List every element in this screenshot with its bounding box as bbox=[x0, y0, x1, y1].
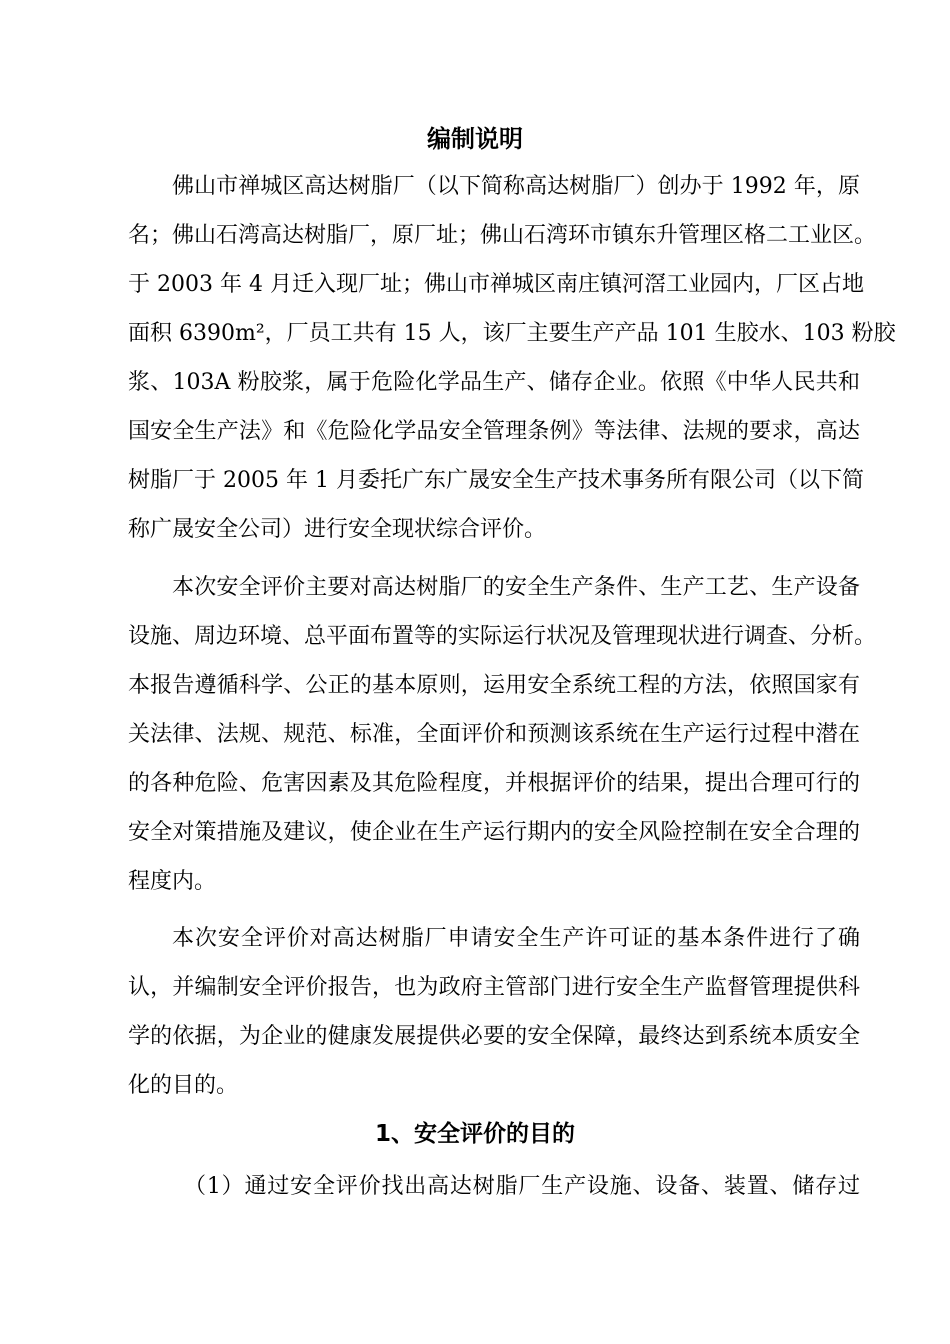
paragraph-company-intro bbox=[128, 162, 896, 554]
text-line: 面积 6390m²，厂员工共有 15 人，该厂主要生产产品 101 生胶水、103 粉胶 bbox=[128, 321, 896, 346]
text-line: （1）通过安全评价找出高达树脂厂生产设施、设备、装置、储存过 bbox=[184, 1174, 860, 1199]
text-line: 关法律、法规、规范、标准，全面评价和预测该系统在生产运行过程中潜在 bbox=[128, 722, 860, 747]
text-line: 设施、周边环境、总平面布置等的实际运行状况及管理现状进行调查、分析。 bbox=[128, 624, 877, 649]
paragraph-evaluation-scope bbox=[128, 563, 877, 906]
paragraph-section-1 bbox=[128, 1162, 860, 1211]
document-title: 编制说明 bbox=[427, 125, 523, 153]
text-line: 本次安全评价主要对高达树脂厂的安全生产条件、生产工艺、生产设备 bbox=[172, 575, 860, 600]
text-line: 化的目的。 bbox=[128, 1073, 239, 1098]
text-line: 浆、103A 粉胶浆，属于危险化学品生产、储存企业。依照《中华人民共和 bbox=[128, 370, 860, 395]
text-line: 称广晟安全公司）进行安全现状综合评价。 bbox=[128, 517, 547, 542]
text-line: 本报告遵循科学、公正的基本原则，运用安全系统工程的方法，依照国家有 bbox=[128, 673, 860, 698]
text-line: 的各种危险、危害因素及其危险程度，并根据评价的结果，提出合理可行的 bbox=[128, 771, 860, 796]
text-line: 于 2003 年 4 月迁入现厂址；佛山市禅城区南庄镇河滘工业园内，厂区占地 bbox=[128, 272, 864, 297]
section-heading: 1、安全评价的目的 bbox=[374, 1121, 575, 1147]
text-line: 树脂厂于 2005 年 1 月委托广东广晟安全生产技术事务所有限公司（以下简 bbox=[128, 468, 864, 493]
text-line: 本次安全评价对高达树脂厂申请安全生产许可证的基本条件进行了确 bbox=[172, 926, 860, 951]
text-line: 程度内。 bbox=[128, 869, 217, 894]
text-line: 名；佛山石湾高达树脂厂，原厂址；佛山石湾环市镇东升管理区格二工业区。 bbox=[128, 223, 877, 248]
text-line: 认，并编制安全评价报告，也为政府主管部门进行安全生产监督管理提供科 bbox=[128, 975, 860, 1000]
text-line: 佛山市禅城区高达树脂厂（以下简称高达树脂厂）创办于 1992 年，原 bbox=[172, 174, 860, 199]
text-line: 国安全生产法》和《危险化学品安全管理条例》等法律、法规的要求，高达 bbox=[128, 419, 860, 444]
paragraph-evaluation-purpose bbox=[128, 914, 860, 1110]
text-line: 学的依据，为企业的健康发展提供必要的安全保障，最终达到系统本质安全 bbox=[128, 1024, 860, 1049]
text-line: 安全对策措施及建议，使企业在生产运行期内的安全风险控制在安全合理的 bbox=[128, 820, 860, 845]
